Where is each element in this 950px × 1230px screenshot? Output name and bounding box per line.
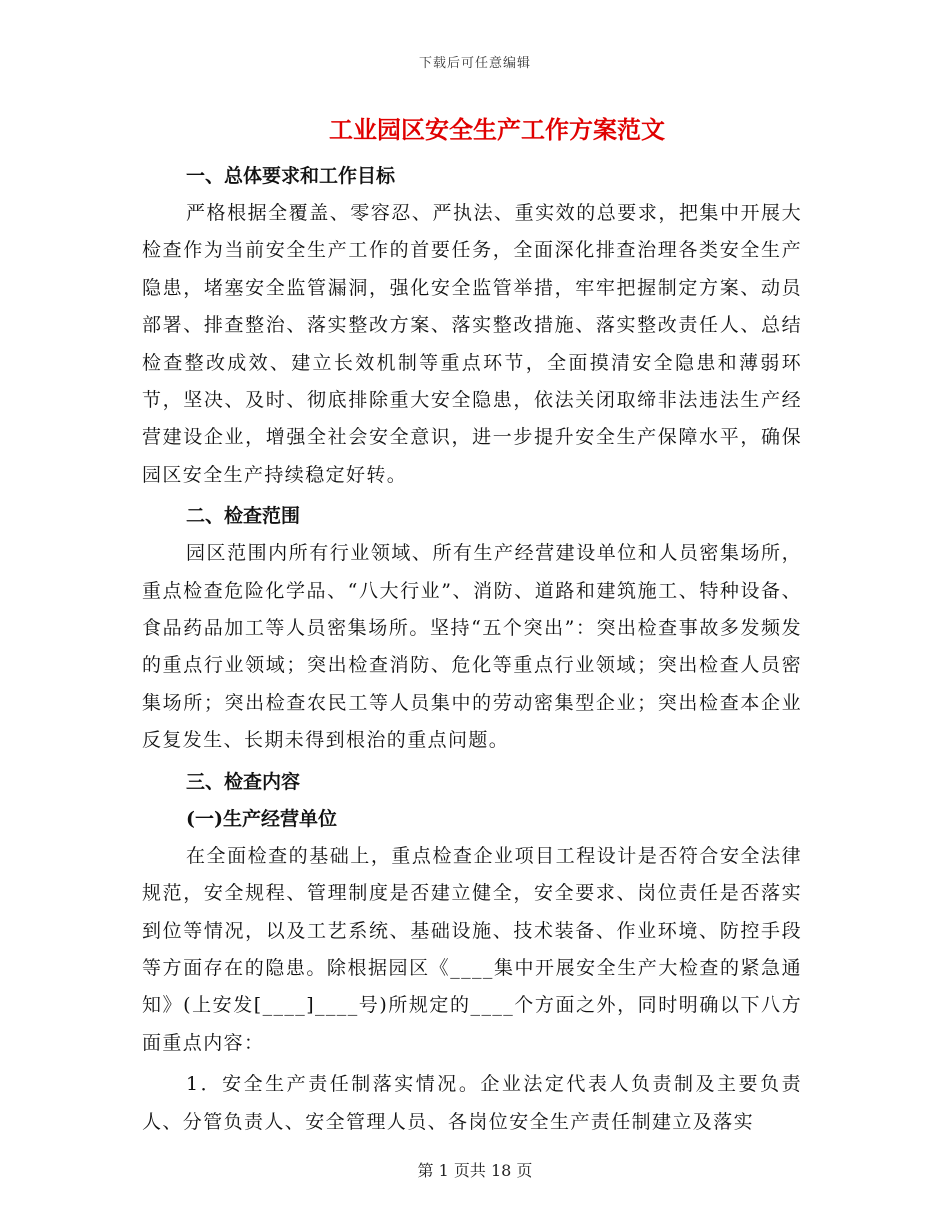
page-footer: 第 1 页共 18 页 (417, 1161, 533, 1180)
section-3-subheading: (一)生产经营单位 (186, 807, 337, 830)
document-title: 工业园区安全生产工作方案范文 (329, 115, 665, 144)
section-3-paragraph: 在全面检查的基础上，重点检查企业项目工程设计是否符合安全法律规范，安全规程、管理制度是否建立健全，安全要求、岗位责任是否落实到位等情况，以及工艺系统、基础设施、技术装备、作业环境、防控手段等方面存在的隐患。除根据园区《____集中开展安全生产大检查的紧急通知》(上安发[____]____号)所规定的____个方面之外，同时明确以下八方面重点内容： (142, 844, 802, 1054)
section-3-heading: 三、检查内容 (186, 770, 301, 793)
section-1-heading: 一、总体要求和工作目标 (186, 165, 396, 187)
header-note: 下载后可任意编辑 (418, 56, 531, 71)
section-2-paragraph: 园区范围内所有行业领域、所有生产经营建设单位和人员密集场所，重点检查危险化学品、“八大行业”、消防、道路和建筑施工、特种设备、食品药品加工等人员密集场所。坚持“五个突出”：突出检查事故多发频发的重点行业领域；突出检查消防、危化等重点行业领域；突出检查人员密集场所；突出检查农民工等人员集中的劳动密集型企业；突出检查本企业反复发生、长期未得到根治的重点问题。 (142, 542, 802, 752)
section-3-item-1: 1．安全生产责任制落实情况。企业法定代表人负责制及主要负责人、分管负责人、安全管理人员、各岗位安全生产责任制建立及落实 (142, 1073, 802, 1133)
section-2-heading: 二、检查范围 (186, 505, 301, 528)
section-1-paragraph: 严格根据全覆盖、零容忍、严执法、重实效的总要求，把集中开展大检查作为当前安全生产工作的首要任务，全面深化排查治理各类安全生产隐患，堵塞安全监管漏洞，强化安全监管举措，牢牢把握制定方案、动员部署、排查整治、落实整改方案、落实整改措施、落实整改责任人、总结检查整改成效、建立长效机制等重点环节，全面摸清安全隐患和薄弱环节，坚决、及时、彻底排除重大安全隐患，依法关闭取缔非法违法生产经营建设企业，增强全社会安全意识，进一步提升安全生产保障水平，确保园区安全生产持续稳定好转。 (142, 202, 802, 486)
document-body (142, 112, 802, 1141)
